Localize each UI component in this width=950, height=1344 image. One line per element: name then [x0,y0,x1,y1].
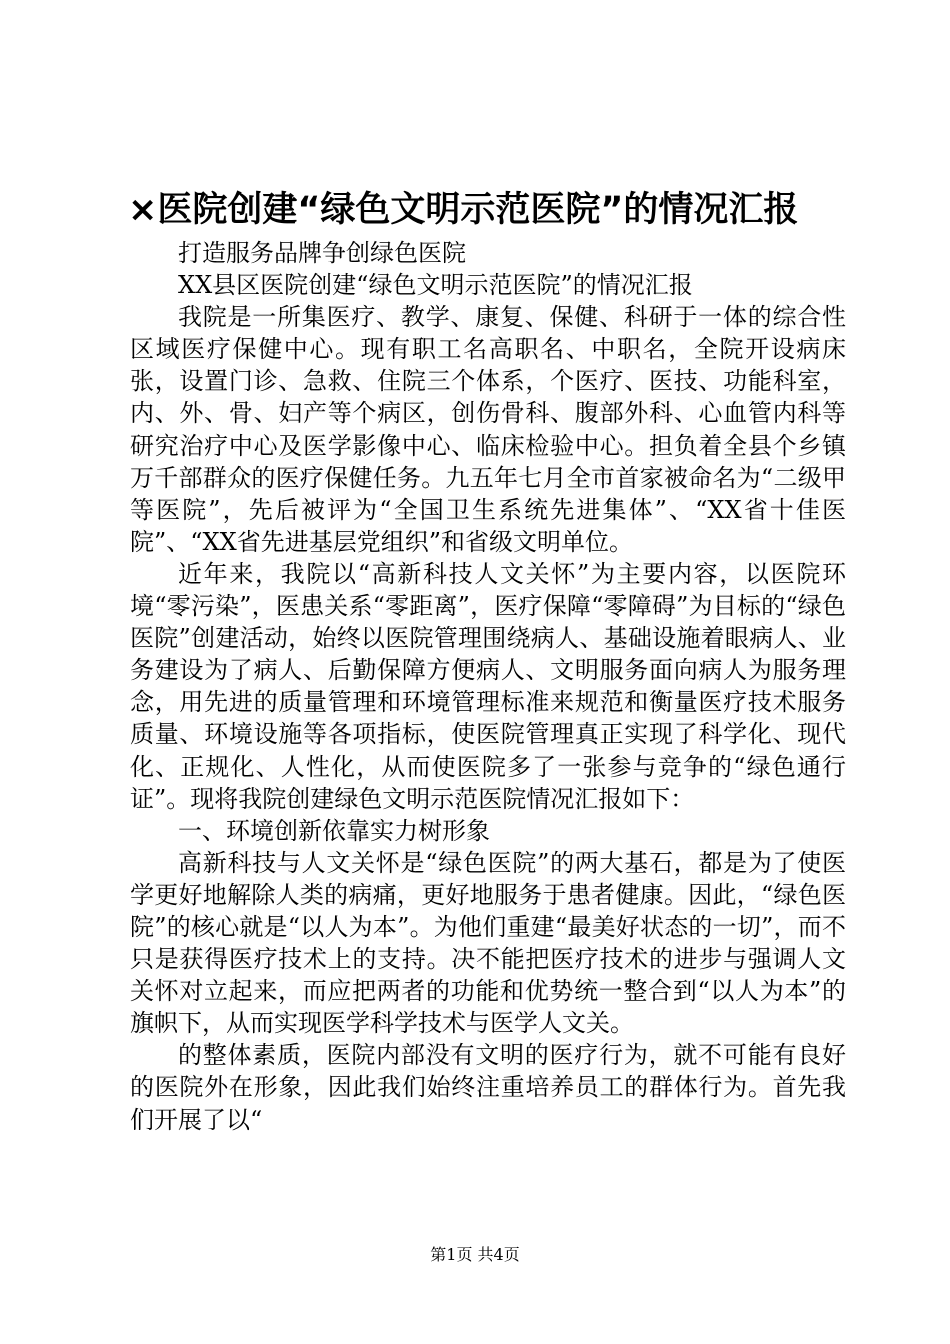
section-heading-1: 一、环境创新依靠实力树形象 [178,816,490,845]
paragraph-recent-years: 近年来，我院以“高新科技人文关怀”为主要内容，以医院环境“零污染”，医患关系“零距离”，医疗保障“零障碍”为目标的“绿色医院”创建活动，始终以医院管理围绕病人、基础设施着眼病人、业务建设为了病人、后勤保障方便病人、文明服务面向病人为服务理念，用先进的质量管理和环境管理标准来规范和衡量医疗技术服务质量、环境设施等各项指标，使医院管理真正实现了科学化、现代化、正规化、人性化，从而使医院多了一张参与竞争的“绿色通行证”。现将我院创建绿色文明示范医院情况汇报如下： [130,559,846,813]
document-title: ×医院创建“绿色文明示范医院”的情况汇报 [128,190,799,230]
paragraph-staff-quality: 的整体素质，医院内部没有文明的医疗行为，就不可能有良好的医院外在形象，因此我们始终注重培养员工的群体行为。首先我们开展了以“ [130,1041,846,1134]
paragraph-subtitle-2: XX县区医院创建“绿色文明示范医院”的情况汇报 [178,271,693,300]
document-body [130,237,846,1136]
page-number-footer: 第1页 共4页 [430,1245,520,1264]
paragraph-intro: 我院是一所集医疗、教学、康复、保健、科研于一体的综合性区域医疗保健中心。现有职工名高职名、中职名，全院开设病床张，设置门诊、急救、住院三个体系，个医疗、医技、功能科室，内、外、骨、妇产等个病区，创伤骨科、腹部外科、心血管内科等研究治疗中心及医学影像中心、临床检验中心。担负着全县个乡镇万千部群众的医疗保健任务。九五年七月全市首家被命名为“二级甲等医院”，先后被评为“全国卫生系统先进集体”、“XX省十佳医院”、“XX省先进基层党组织”和省级文明单位。 [130,303,846,556]
paragraph-subtitle-1: 打造服务品牌争创绿色医院 [178,239,466,267]
paragraph-tech-humanity: 高新科技与人文关怀是“绿色医院”的两大基石，都是为了使医学更好地解除人类的病痛，更好地服务于患者健康。因此，“绿色医院”的核心就是“以人为本”。为他们重建“最美好状态的一切”，而不只是获得医疗技术上的支持。决不能把医疗技术的进步与强调人文关怀对立起来，而应把两者的功能和优势统一整合到“以人为本”的旗帜下，从而实现医学科学技术与医学人文关。 [130,848,846,1038]
